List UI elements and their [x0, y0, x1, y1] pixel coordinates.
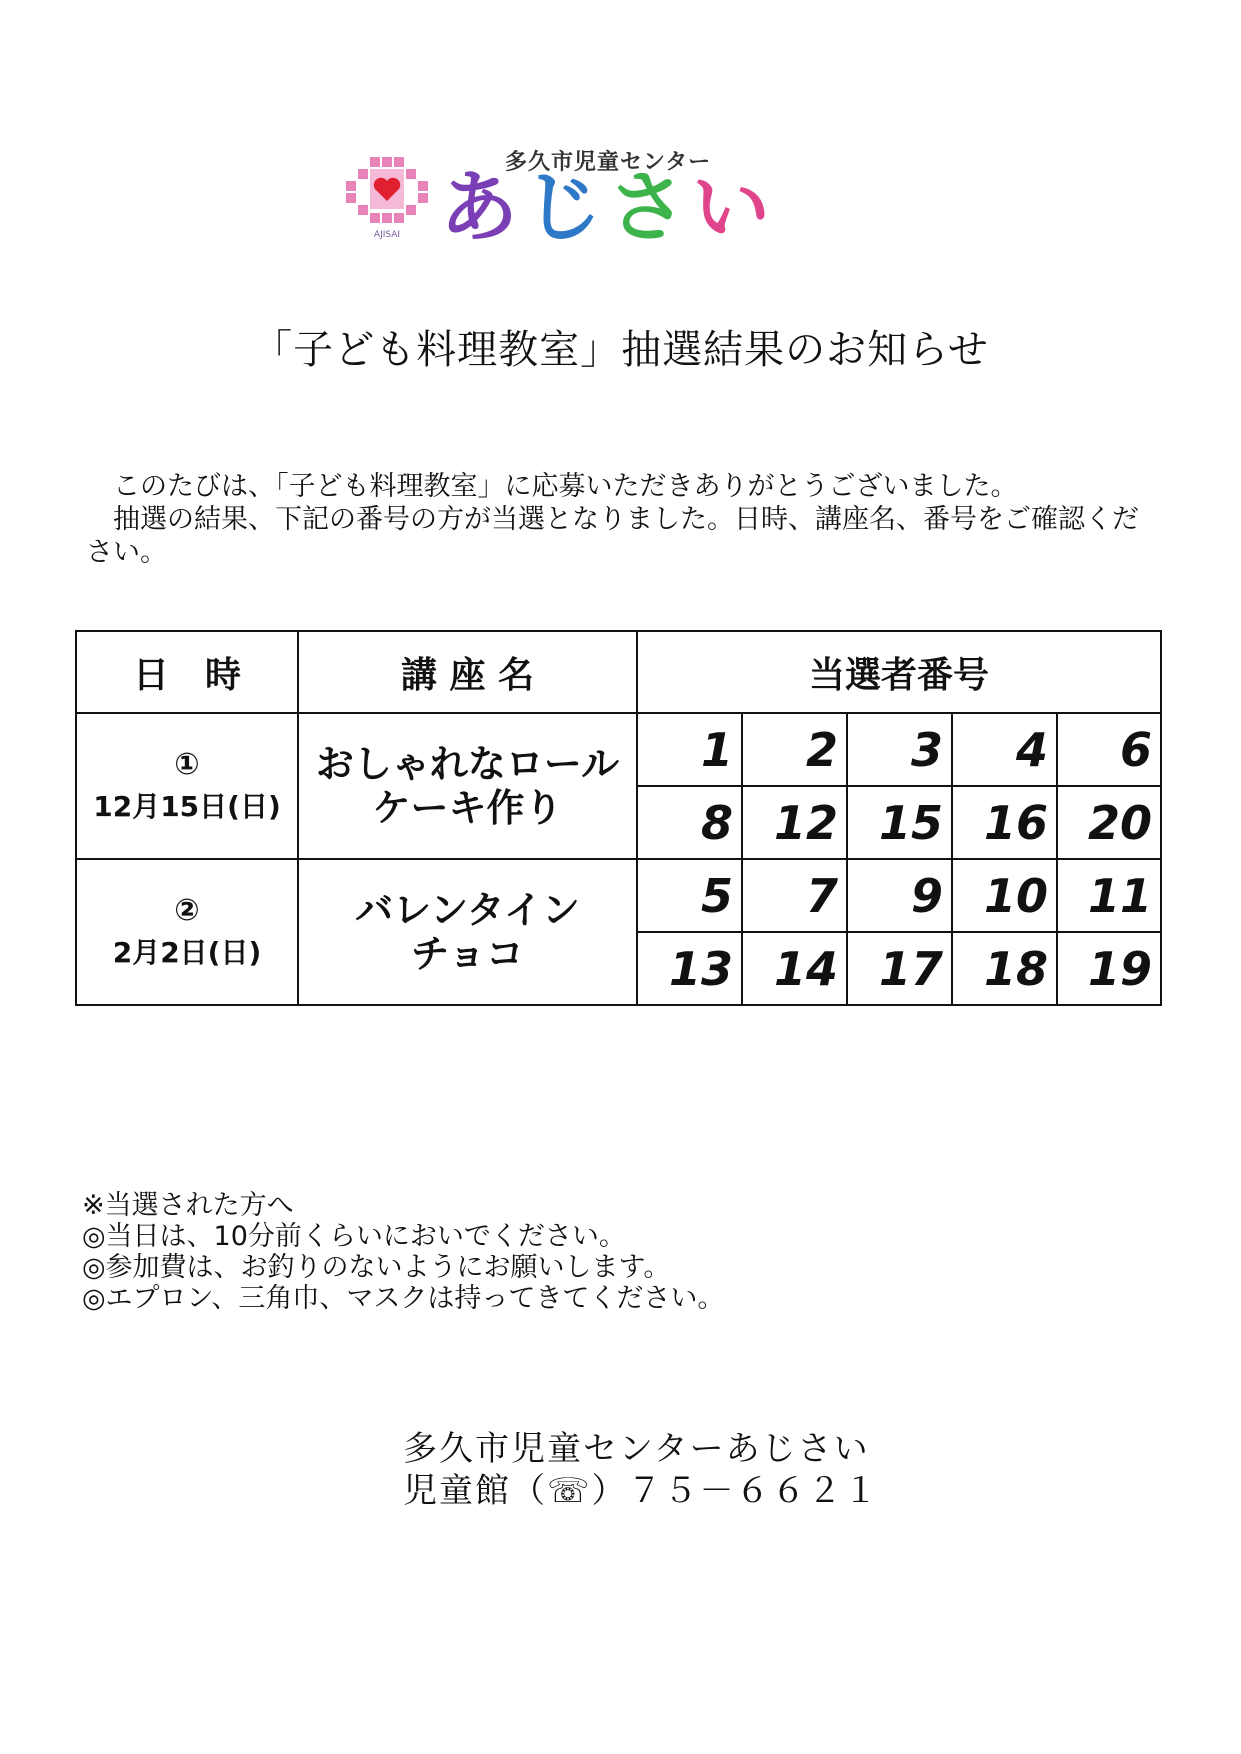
center-logo: [340, 145, 820, 253]
footer-organization: 多久市児童センターあじさい: [403, 1429, 870, 1469]
logo-wordmark: [440, 163, 777, 253]
table-header-row: [76, 631, 1161, 713]
logo-subtitle: 多久市児童センター: [505, 150, 712, 175]
notes-section: [82, 1190, 724, 1314]
winner-number: 11: [1057, 859, 1161, 932]
table-row: [76, 713, 1161, 786]
winner-number: 13: [637, 932, 742, 1005]
intro-line-1: このたびは、「子ども料理教室」に応募いただきありがとうございました。: [113, 471, 1018, 502]
session-index: ①: [174, 747, 200, 782]
winner-number: 5: [637, 859, 742, 932]
note-heading: ※当選された方へ: [82, 1190, 294, 1221]
course-name-line-2: チョコ: [411, 932, 524, 976]
logo-char-a: あ: [440, 163, 525, 253]
winner-number: 8: [637, 786, 742, 859]
winner-number: 2: [742, 713, 847, 786]
winner-number: 7: [742, 859, 847, 932]
header-date: 日 時: [76, 631, 298, 713]
note-item: ◎当日は、10分前くらいにおいでください。: [82, 1221, 626, 1252]
flower-logo-icon: [340, 153, 430, 243]
results-table: [75, 630, 1162, 1006]
winner-number: 10: [952, 859, 1057, 932]
winner-number: 12: [742, 786, 847, 859]
winner-number: 3: [847, 713, 952, 786]
winner-number: 1: [637, 713, 742, 786]
winner-number: 14: [742, 932, 847, 1005]
winner-number: 20: [1057, 786, 1161, 859]
note-item: ◎参加費は、お釣りのないようにお願いします。: [82, 1252, 671, 1283]
header-winners: 当選者番号: [637, 631, 1161, 713]
logo-char-ji: じ: [524, 163, 609, 253]
page-title: 「子ども料理教室」抽選結果のお知らせ: [252, 327, 989, 373]
course-name-line-2: ケーキ作り: [372, 786, 563, 830]
note-item: ◎エプロン、三角巾、マスクは持ってきてください。: [82, 1283, 725, 1314]
date-cell: [76, 713, 298, 859]
winner-number: 19: [1057, 932, 1161, 1005]
winner-number: 16: [952, 786, 1057, 859]
winner-number: 18: [952, 932, 1057, 1005]
footer-phone: 児童館（☏）７５－６６２１: [403, 1471, 880, 1511]
logo-char-i: い: [692, 163, 777, 253]
logo-mark-text: AJISAI: [373, 230, 401, 240]
winner-number: 4: [952, 713, 1057, 786]
logo-char-sa: さ: [608, 163, 693, 253]
intro-text: [86, 470, 1146, 569]
winner-number: 15: [847, 786, 952, 859]
session-index: ②: [174, 893, 200, 928]
header-course: 講 座 名: [298, 631, 637, 713]
table-row: [76, 859, 1161, 932]
winner-number: 17: [847, 932, 952, 1005]
course-cell: [298, 713, 637, 859]
session-date: 2月2日(日): [112, 936, 262, 969]
contact-footer: [403, 1428, 880, 1512]
date-cell: [76, 859, 298, 1005]
course-name-line-1: おしゃれなロール: [315, 742, 620, 786]
intro-line-2: 抽選の結果、下記の番号の方が当選となりました。日時、講座名、番号をご確認ください。: [86, 504, 1139, 568]
session-date: 12月15日(日): [93, 790, 281, 823]
winner-number: 9: [847, 859, 952, 932]
course-name-line-1: バレンタイン: [355, 888, 580, 932]
winner-number: 6: [1057, 713, 1161, 786]
course-cell: [298, 859, 637, 1005]
